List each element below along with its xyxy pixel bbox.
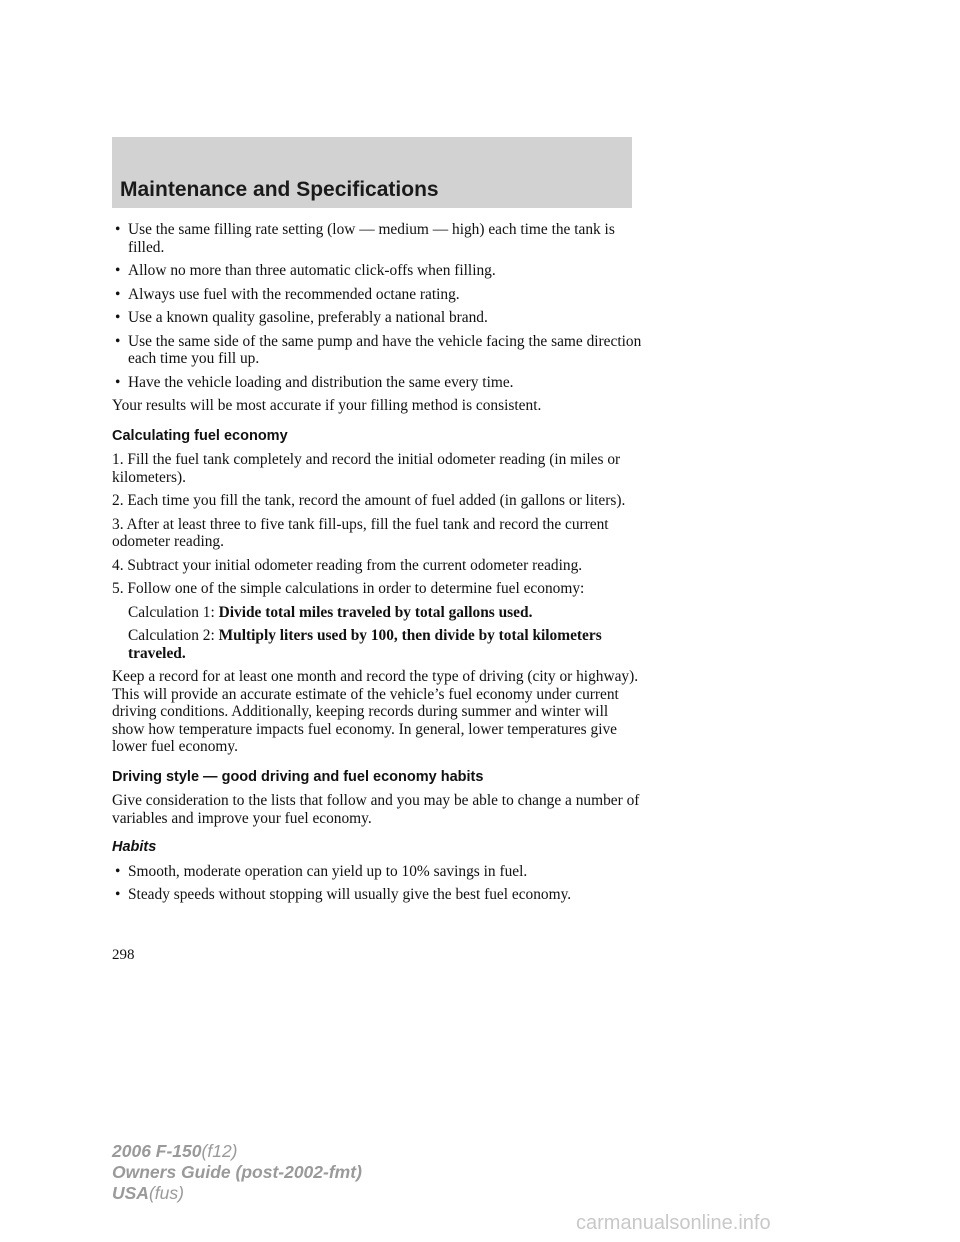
- list-item: • Smooth, moderate operation can yield up to 10% savings in fuel.: [115, 862, 528, 880]
- bullet-icon: •: [115, 373, 121, 391]
- bullet-icon: •: [115, 309, 121, 326]
- record-paragraph: Keep a record for at least one month and record the type of driving (city or highway). This will provide an accurate estimate of the vehicle’s fuel economy under current driving conditions. Additionally, keeping records during summer and winter will show how temperature impacts fuel economy. In general, lower temperatures give lower fuel economy.: [112, 668, 639, 755]
- step-item: 2. Each time you fill the tank, record the amount of fuel added (in gallons or liters).: [112, 492, 626, 509]
- watermark[interactable]: carmanualsonline.info: [576, 1212, 771, 1234]
- bullet-icon: •: [115, 862, 121, 880]
- section-title: Maintenance and Specifications: [120, 178, 439, 201]
- bullet-icon: •: [115, 285, 121, 303]
- list-item: • Use the same filling rate setting (low — medium — high) each time the tank is filled.: [115, 221, 615, 256]
- list-item: • Have the vehicle loading and distribution the same every time.: [115, 373, 514, 391]
- calculating-heading: Calculating fuel economy: [112, 427, 288, 444]
- page-number: 298: [112, 947, 135, 963]
- step-item: 1. Fill the fuel tank completely and record the initial odometer reading (in miles or kilometers).: [112, 451, 621, 486]
- bullet-icon: •: [115, 332, 121, 350]
- driving-paragraph: Give consideration to the lists that follow and you may be able to change a number of variables and improve your fuel economy.: [112, 792, 640, 827]
- list-item: • Steady speeds without stopping will usually give the best fuel economy.: [115, 886, 572, 903]
- document-footer: [112, 1141, 362, 1204]
- results-paragraph: Your results will be most accurate if your filling method is consistent.: [112, 397, 542, 414]
- step-item: 4. Subtract your initial odometer reading from the current odometer reading.: [112, 556, 583, 574]
- footer-line-2: Owners Guide (post-2002-fmt): [112, 1162, 362, 1182]
- list-item: • Use a known quality gasoline, preferably a national brand.: [115, 309, 488, 326]
- list-item: • Allow no more than three automatic click-offs when filling.: [115, 262, 496, 279]
- habits-heading: Habits: [112, 839, 157, 855]
- step-item: 5. Follow one of the simple calculations in order to determine fuel economy:: [112, 580, 585, 597]
- list-item: • Always use fuel with the recommended octane rating.: [115, 285, 460, 303]
- bullet-icon: •: [115, 886, 121, 903]
- step-item: 3. After at least three to five tank fill-ups, fill the fuel tank and record the current odometer reading.: [112, 515, 609, 550]
- bullet-icon: •: [115, 262, 121, 279]
- calculation-1: Calculation 1: Divide total miles traveled by total gallons used.: [128, 603, 533, 621]
- calculation-2: Calculation 2: Multiply liters used by 100, then divide by total kilometers traveled.: [128, 627, 602, 662]
- list-item: • Use the same side of the same pump and have the vehicle facing the same direction each time you fill up.: [115, 332, 642, 367]
- footer-line-3: USA(fus): [112, 1183, 184, 1203]
- footer-line-1: 2006 F-150(f12): [112, 1141, 238, 1161]
- page-content: [112, 221, 642, 910]
- driving-style-heading: Driving style — good driving and fuel economy habits: [112, 768, 484, 785]
- bullet-icon: •: [115, 221, 121, 238]
